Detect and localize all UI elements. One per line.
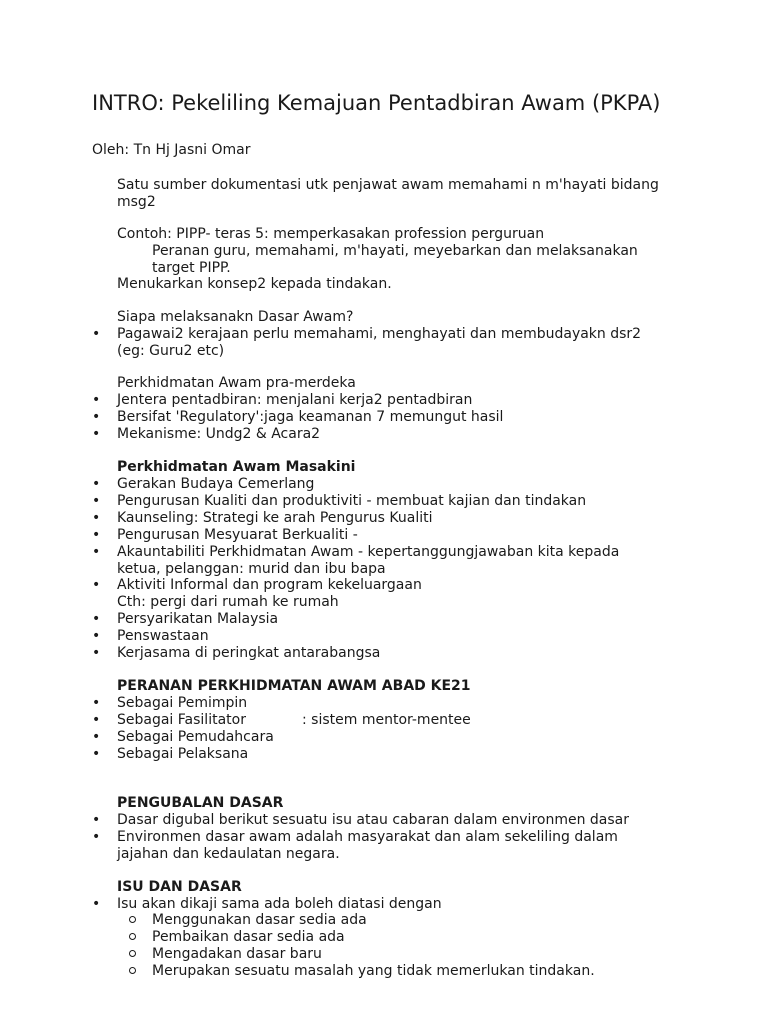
list-item: Kaunseling: Strategi ke arah Pengurus Kualiti	[117, 510, 433, 526]
contoh-line: Contoh: PIPP- teras 5: memperkasakan profession perguruan	[117, 226, 545, 242]
list-item: Akauntabiliti Perkhidmatan Awam - kepertanggungjawaban kita kepada	[117, 544, 620, 560]
list-item: Pagawai2 kerajaan perlu memahami, menghayati dan membudayakn dsr2	[117, 326, 642, 342]
bullet-marker: •	[92, 645, 101, 661]
bullet-marker: •	[92, 510, 101, 526]
list-item: Persyarikatan Malaysia	[117, 611, 279, 627]
bullet-marker: •	[92, 392, 101, 408]
list-item: Environmen dasar awam adalah masyarakat dan alam sekeliling dalam	[117, 829, 618, 845]
sub-list-item: Merupakan sesuatu masalah yang tidak memerlukan tindakan.	[152, 963, 595, 979]
list-item: Penswastaan	[117, 628, 209, 644]
list-item-continuation: (eg: Guru2 etc)	[117, 343, 225, 359]
list-item: Sebagai Pemimpin	[117, 695, 248, 711]
sub-list-item: Menggunakan dasar sedia ada	[152, 912, 367, 928]
bullet-marker: •	[92, 628, 101, 644]
sub-list-item: Pembaikan dasar sedia ada	[152, 929, 345, 945]
list-item: Sebagai Fasilitator	[117, 712, 246, 728]
list-item: Pengurusan Kualiti dan produktiviti - membuat kajian dan tindakan	[117, 493, 587, 509]
bullet-marker: •	[92, 326, 101, 342]
sub-bullet-marker	[129, 967, 136, 974]
section-heading: Siapa melaksanakn Dasar Awam?	[117, 309, 354, 325]
section-heading: PERANAN PERKHIDMATAN AWAM ABAD KE21	[117, 678, 471, 694]
bullet-marker: •	[92, 812, 101, 828]
contoh-subline: target PIPP.	[152, 260, 231, 276]
bullet-marker: •	[92, 611, 101, 627]
bullet-marker: •	[92, 896, 101, 912]
sub-bullet-marker	[129, 950, 136, 957]
bullet-marker: •	[92, 729, 101, 745]
list-item: Bersifat 'Regulatory':jaga keamanan 7 memungut hasil	[117, 409, 504, 425]
list-item: Sebagai Pemudahcara	[117, 729, 274, 745]
bullet-marker: •	[92, 695, 101, 711]
sub-bullet-marker	[129, 933, 136, 940]
list-item: Sebagai Pelaksana	[117, 746, 249, 762]
section-heading: ISU DAN DASAR	[117, 879, 242, 895]
bullet-marker: •	[92, 577, 101, 593]
list-item: Jentera pentadbiran: menjalani kerja2 pentadbiran	[117, 392, 473, 408]
list-item: Mekanisme: Undg2 & Acara2	[117, 426, 321, 442]
section-heading: Perkhidmatan Awam Masakini	[117, 459, 356, 475]
sub-list-item: Mengadakan dasar baru	[152, 946, 322, 962]
bullet-marker: •	[92, 409, 101, 425]
bullet-marker: •	[92, 544, 101, 560]
list-item: Aktiviti Informal dan program kekeluargaan	[117, 577, 422, 593]
list-item: Pengurusan Mesyuarat Berkualiti -	[117, 527, 358, 543]
bullet-marker: •	[92, 527, 101, 543]
list-item-continuation: jajahan dan kedaulatan negara.	[117, 846, 340, 862]
list-item: Kerjasama di peringkat antarabangsa	[117, 645, 381, 661]
bullet-marker: •	[92, 426, 101, 442]
document-author: Oleh: Tn Hj Jasni Omar	[92, 142, 251, 158]
sub-bullet-marker	[129, 916, 136, 923]
intro-line: msg2	[117, 194, 156, 210]
section-heading: Perkhidmatan Awam pra-merdeka	[117, 375, 356, 391]
list-item: Dasar digubal berikut sesuatu isu atau cabaran dalam environmen dasar	[117, 812, 629, 828]
section-heading: PENGUBALAN DASAR	[117, 795, 284, 811]
intro-line: Satu sumber dokumentasi utk penjawat awam memahami n m'hayati bidang	[117, 177, 659, 193]
list-item-note: : sistem mentor-mentee	[302, 712, 471, 728]
list-item: Gerakan Budaya Cemerlang	[117, 476, 315, 492]
bullet-marker: •	[92, 493, 101, 509]
bullet-marker: •	[92, 829, 101, 845]
list-item-continuation: ketua, pelanggan: murid dan ibu bapa	[117, 561, 386, 577]
document-title: INTRO: Pekeliling Kemajuan Pentadbiran Awam (PKPA)	[92, 91, 661, 115]
list-item-continuation: Cth: pergi dari rumah ke rumah	[117, 594, 339, 610]
contoh-subline: Peranan guru, memahami, m'hayati, meyebarkan dan melaksanakan	[152, 243, 638, 259]
bullet-marker: •	[92, 712, 101, 728]
list-item: Isu akan dikaji sama ada boleh diatasi dengan	[117, 896, 442, 912]
bullet-marker: •	[92, 746, 101, 762]
bullet-marker: •	[92, 476, 101, 492]
contoh-line: Menukarkan konsep2 kepada tindakan.	[117, 276, 392, 292]
